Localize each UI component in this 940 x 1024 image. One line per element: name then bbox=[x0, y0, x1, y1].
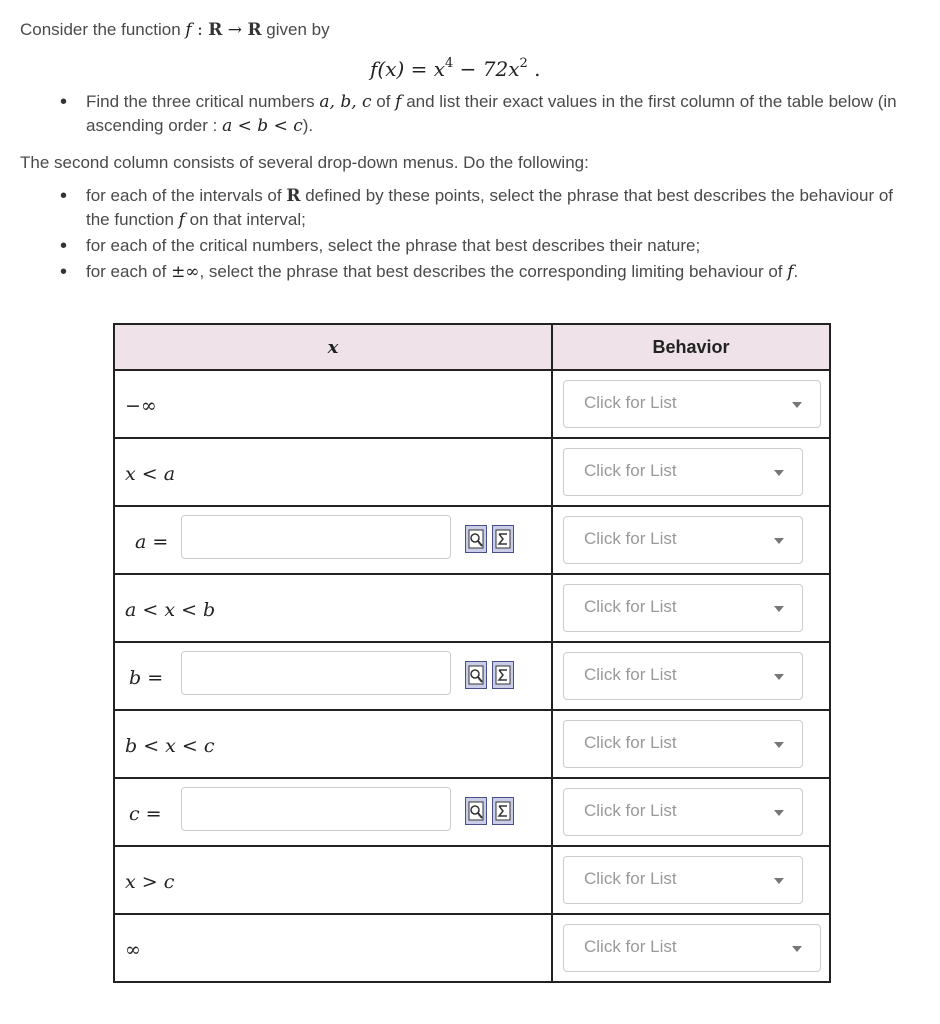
problem-intro: Consider the function f : R → R given by bbox=[20, 20, 330, 40]
row-label: ∞ bbox=[125, 939, 141, 961]
chevron-down-icon bbox=[774, 470, 784, 476]
table-row bbox=[114, 710, 830, 778]
critical-a-input[interactable] bbox=[181, 515, 451, 559]
equation-editor-icon[interactable] bbox=[492, 661, 514, 689]
table-row bbox=[114, 914, 830, 982]
row-label: b < x < c bbox=[125, 735, 215, 757]
chevron-down-icon bbox=[792, 946, 802, 952]
table-row bbox=[114, 642, 830, 710]
equation-editor-icon[interactable] bbox=[492, 797, 514, 825]
critical-c-input[interactable] bbox=[181, 787, 451, 831]
header-x: x bbox=[114, 324, 552, 370]
instruction-item: • for each of ±∞, select the phrase that best describes the corresponding limiting behaviour of f. bbox=[60, 260, 920, 284]
behavior-dropdown[interactable]: Click for List bbox=[563, 652, 803, 700]
row-label: a < x < b bbox=[125, 599, 216, 621]
behavior-dropdown[interactable]: Click for List bbox=[563, 924, 821, 972]
table-row bbox=[114, 846, 830, 914]
row-label: c = bbox=[129, 803, 162, 825]
preview-icon[interactable] bbox=[465, 525, 487, 553]
row-label: a = bbox=[135, 531, 169, 553]
instruction-item: • for each of the critical numbers, select the phrase that best describes their nature; bbox=[60, 234, 920, 258]
behavior-table bbox=[113, 323, 831, 983]
instructions-list-1 bbox=[60, 90, 920, 138]
second-column-text: The second column consists of several drop-down menus. Do the following: bbox=[20, 153, 589, 172]
behavior-dropdown[interactable]: Click for List bbox=[563, 516, 803, 564]
row-label: x > c bbox=[125, 871, 175, 893]
table-row bbox=[114, 506, 830, 574]
row-label: −∞ bbox=[125, 395, 157, 417]
chevron-down-icon bbox=[774, 674, 784, 680]
header-behavior: Behavior bbox=[552, 324, 830, 370]
behavior-dropdown[interactable]: Click for List bbox=[563, 380, 821, 428]
row-label: x < a bbox=[125, 463, 176, 485]
equation-editor-icon[interactable] bbox=[492, 525, 514, 553]
behavior-dropdown[interactable]: Click for List bbox=[563, 720, 803, 768]
chevron-down-icon bbox=[792, 402, 802, 408]
behavior-dropdown[interactable]: Click for List bbox=[563, 788, 803, 836]
chevron-down-icon bbox=[774, 742, 784, 748]
function-formula: $f(x) = x^4 - 72x^2$ . bbox=[370, 56, 541, 81]
behavior-dropdown[interactable]: Click for List bbox=[563, 448, 803, 496]
chevron-down-icon bbox=[774, 810, 784, 816]
chevron-down-icon bbox=[774, 538, 784, 544]
chevron-down-icon bbox=[774, 606, 784, 612]
table-row bbox=[114, 778, 830, 846]
instructions-list-2 bbox=[60, 184, 920, 286]
behavior-dropdown[interactable]: Click for List bbox=[563, 584, 803, 632]
row-label: b = bbox=[129, 667, 164, 689]
critical-b-input[interactable] bbox=[181, 651, 451, 695]
chevron-down-icon bbox=[774, 878, 784, 884]
table-row bbox=[114, 370, 830, 438]
preview-icon[interactable] bbox=[465, 661, 487, 689]
instruction-item: • for each of the intervals of R defined by these points, select the phrase that best describes the behaviour of the function f on that interval; bbox=[60, 184, 920, 232]
behavior-dropdown[interactable]: Click for List bbox=[563, 856, 803, 904]
table-header-row bbox=[114, 324, 830, 370]
table-row bbox=[114, 438, 830, 506]
table-row bbox=[114, 574, 830, 642]
instruction-item: • Find the three critical numbers a, b, c of f and list their exact values in the first column of the table below (in ascending order : a < b < c). bbox=[60, 90, 920, 138]
preview-icon[interactable] bbox=[465, 797, 487, 825]
